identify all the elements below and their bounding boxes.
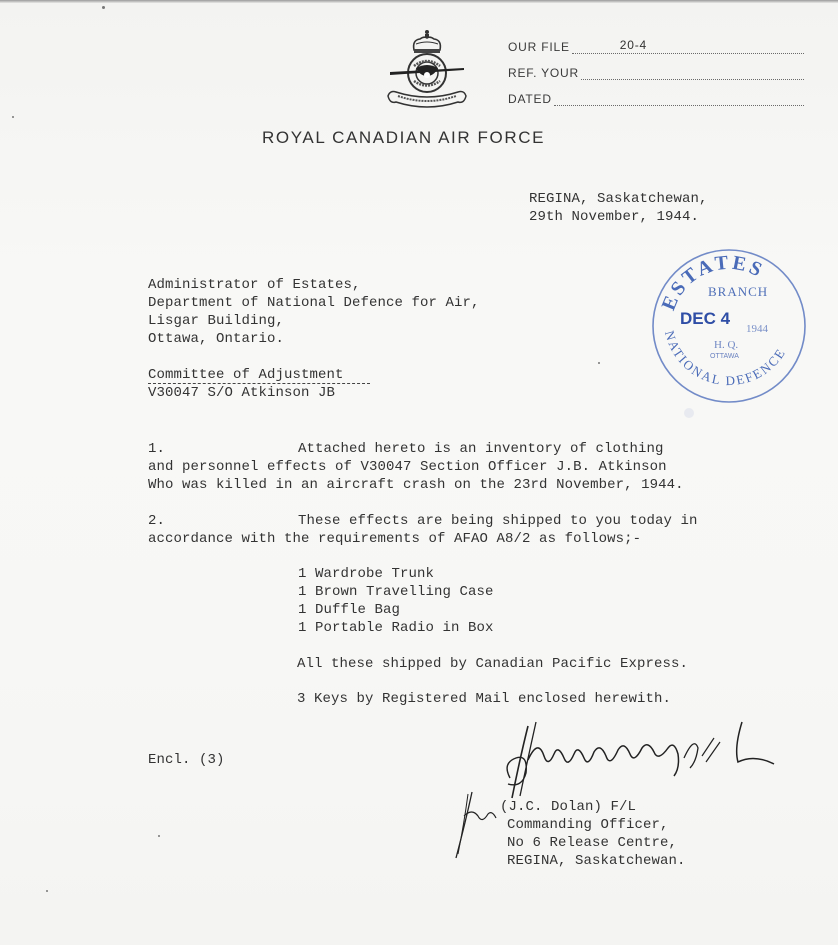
- signatory-unit: No 6 Release Centre,: [507, 835, 678, 851]
- paper-speck: [46, 890, 48, 892]
- paragraph-1-line: Who was killed in an aircraft crash on the 23rd November, 1944.: [148, 477, 684, 493]
- subject-line-2: V30047 S/O Atkinson JB: [148, 385, 336, 401]
- stamp-date: DEC 4: [680, 309, 731, 328]
- recipient-line: Administrator of Estates,: [148, 277, 361, 293]
- stamp-top-arc: ESTATES: [657, 251, 768, 314]
- shipping-note: All these shipped by Canadian Pacific Express.: [297, 656, 689, 672]
- sender-location: REGINA, Saskatchewan,: [529, 191, 708, 207]
- stamp-year: 1944: [746, 323, 768, 335]
- paragraph-2-number: 2.: [148, 513, 166, 529]
- paper-speck: [12, 116, 14, 118]
- paper-speck: [684, 408, 694, 418]
- recipient-line: Lisgar Building,: [148, 313, 285, 329]
- stamp-branch: BRANCH: [708, 284, 769, 299]
- paragraph-1-number: 1.: [148, 441, 166, 457]
- stamp-city: OTTAWA: [710, 353, 739, 360]
- our-file-label: OUR FILE: [508, 40, 570, 54]
- our-file-value: 20-4: [619, 38, 647, 52]
- stamp-hq: H. Q.: [714, 339, 739, 351]
- page-top-edge: [0, 0, 838, 3]
- keys-note: 3 Keys by Registered Mail enclosed herewith.: [297, 691, 672, 707]
- handwritten-signature: [498, 718, 788, 803]
- stamp-bottom-arc: NATIONAL DEFENCE: [662, 328, 789, 389]
- svg-text:ESTATES: [658, 252, 768, 314]
- dated-field: [508, 88, 804, 106]
- paper-speck: [158, 835, 160, 837]
- paper-speck: [102, 6, 105, 9]
- recipient-line: Department of National Defence for Air,: [148, 295, 480, 311]
- shipped-item: 1 Duffle Bag: [298, 602, 401, 618]
- rcaf-crest-icon: [384, 28, 470, 110]
- our-file-field: [508, 36, 804, 54]
- ref-your-dotted-line: [581, 67, 804, 80]
- dated-label: DATED: [508, 92, 552, 106]
- estates-branch-received-stamp: [650, 248, 808, 404]
- letter-date: 29th November, 1944.: [529, 209, 700, 225]
- recipient-line: Ottawa, Ontario.: [148, 331, 285, 347]
- paragraph-2-line: accordance with the requirements of AFAO A8/2 as follows;-: [148, 531, 642, 547]
- signatory-name: (J.C. Dolan) F/L: [500, 799, 637, 815]
- shipped-item: 1 Wardrobe Trunk: [298, 566, 435, 582]
- ref-your-field: [508, 62, 804, 80]
- paragraph-2-line: These effects are being shipped to you today in: [298, 513, 698, 529]
- our-file-dotted-line: [572, 38, 804, 54]
- subject-line-1: Committee of Adjustment: [148, 367, 344, 383]
- paragraph-1-line: and personnel effects of V30047 Section Officer J.B. Atkinson: [148, 459, 667, 475]
- paragraph-1-line: Attached hereto is an inventory of clothing: [298, 441, 664, 457]
- enclosures-note: Encl. (3): [148, 752, 225, 768]
- signatory-location: REGINA, Saskatchewan.: [507, 853, 686, 869]
- paper-speck: [598, 362, 600, 364]
- for-handwritten-mark: [452, 790, 504, 860]
- ref-your-label: REF. YOUR: [508, 66, 579, 80]
- shipped-item: 1 Brown Travelling Case: [298, 584, 494, 600]
- organization-title: ROYAL CANADIAN AIR FORCE: [262, 128, 546, 147]
- signatory-title: Commanding Officer,: [507, 817, 669, 833]
- dated-dotted-line: [554, 93, 804, 106]
- shipped-item: 1 Portable Radio in Box: [298, 620, 494, 636]
